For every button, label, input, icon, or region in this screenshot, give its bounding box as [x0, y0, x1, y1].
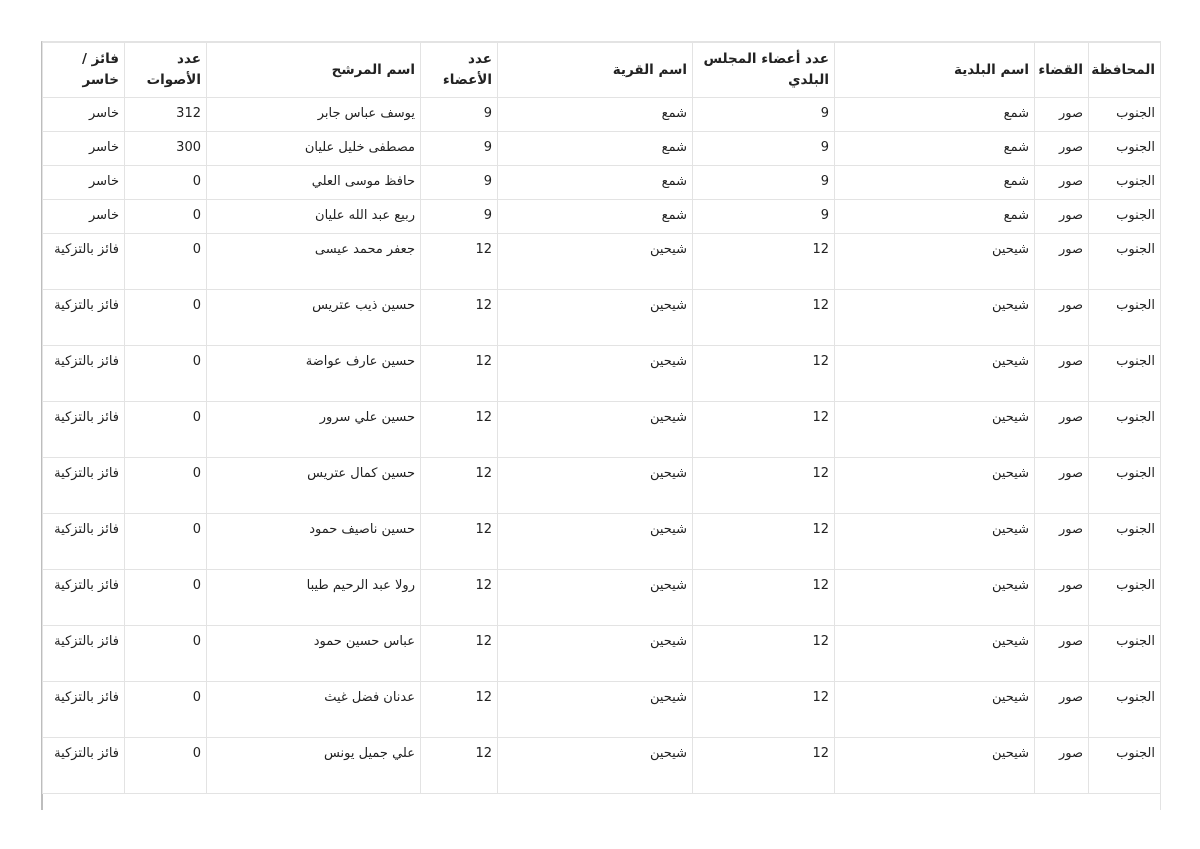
table-row — [43, 570, 1161, 626]
cell-council-members: 12 — [693, 626, 835, 682]
table-row — [43, 98, 1161, 132]
cell-council-members: 9 — [693, 166, 835, 200]
cell-members: 9 — [421, 166, 498, 200]
cell-votes: 0 — [125, 200, 207, 234]
cell-votes: 0 — [125, 290, 207, 346]
cell-district: صور — [1035, 346, 1089, 402]
header-votes: عدد الأصوات — [125, 43, 207, 98]
cell-members: 12 — [421, 346, 498, 402]
header-row — [43, 43, 1161, 98]
header-candidate: اسم المرشح — [207, 43, 421, 98]
cell-votes: 312 — [125, 98, 207, 132]
cell-members: 12 — [421, 234, 498, 290]
cell-candidate: يوسف عباس جابر — [207, 98, 421, 132]
cell-members: 9 — [421, 98, 498, 132]
table-row — [43, 234, 1161, 290]
cell-result: فائز بالتزكية — [43, 234, 125, 290]
cell-members: 12 — [421, 514, 498, 570]
cell-candidate: جعفر محمد عيسى — [207, 234, 421, 290]
cell-village: شيحين — [498, 738, 693, 794]
cell-municipality: شيحين — [835, 290, 1035, 346]
cell-council-members: 9 — [693, 132, 835, 166]
cell-district: صور — [1035, 738, 1089, 794]
cell-result: خاسر — [43, 132, 125, 166]
table-row — [43, 200, 1161, 234]
cell-votes: 300 — [125, 132, 207, 166]
cell-votes: 0 — [125, 346, 207, 402]
cell-members: 12 — [421, 570, 498, 626]
cell-result: فائز بالتزكية — [43, 626, 125, 682]
cell-votes: 0 — [125, 402, 207, 458]
cell-result: فائز بالتزكية — [43, 570, 125, 626]
cell-members: 12 — [421, 738, 498, 794]
cell-candidate: حسين علي سرور — [207, 402, 421, 458]
cell-governorate: الجنوب — [1089, 132, 1161, 166]
cell-district: صور — [1035, 570, 1089, 626]
cell-council-members: 12 — [693, 458, 835, 514]
cell-municipality: شيحين — [835, 570, 1035, 626]
cell-village: شيحين — [498, 682, 693, 738]
cell-candidate: رولا عبد الرحيم طيبا — [207, 570, 421, 626]
table-row — [43, 346, 1161, 402]
cell-village: شمع — [498, 166, 693, 200]
cell-municipality: شيحين — [835, 234, 1035, 290]
cell-district: صور — [1035, 132, 1089, 166]
cell-result: فائز بالتزكية — [43, 514, 125, 570]
cell-municipality: شيحين — [835, 458, 1035, 514]
cell-members: 12 — [421, 290, 498, 346]
cell-municipality: شيحين — [835, 346, 1035, 402]
cell-district: صور — [1035, 458, 1089, 514]
cell-members: 12 — [421, 682, 498, 738]
cell-municipality: شيحين — [835, 402, 1035, 458]
table-row — [43, 514, 1161, 570]
cell-result: فائز بالتزكية — [43, 682, 125, 738]
cell-district: صور — [1035, 290, 1089, 346]
cell-council-members: 9 — [693, 98, 835, 132]
cell-governorate: الجنوب — [1089, 626, 1161, 682]
cell-members: 12 — [421, 458, 498, 514]
cell-district: صور — [1035, 234, 1089, 290]
cell-district: صور — [1035, 166, 1089, 200]
cell-candidate: حسين عارف عواضة — [207, 346, 421, 402]
cell-municipality: شمع — [835, 200, 1035, 234]
cell-governorate: الجنوب — [1089, 458, 1161, 514]
cell-candidate: عدنان فضل غيث — [207, 682, 421, 738]
cell-result: فائز بالتزكية — [43, 346, 125, 402]
cell-village: شيحين — [498, 290, 693, 346]
cell-village: شيحين — [498, 234, 693, 290]
cell-village: شيحين — [498, 570, 693, 626]
cell-district: صور — [1035, 200, 1089, 234]
cell-council-members: 12 — [693, 346, 835, 402]
cell-council-members: 12 — [693, 514, 835, 570]
cell-governorate: الجنوب — [1089, 200, 1161, 234]
table-row — [43, 458, 1161, 514]
cell-votes: 0 — [125, 458, 207, 514]
cell-district: صور — [1035, 402, 1089, 458]
cell-members: 9 — [421, 132, 498, 166]
table-row — [43, 402, 1161, 458]
cell-members: 12 — [421, 402, 498, 458]
cell-council-members: 12 — [693, 290, 835, 346]
cell-votes: 0 — [125, 626, 207, 682]
cell-candidate: ربيع عبد الله عليان — [207, 200, 421, 234]
cell-governorate: الجنوب — [1089, 682, 1161, 738]
cell-council-members: 12 — [693, 234, 835, 290]
cell-members: 12 — [421, 626, 498, 682]
table-row — [43, 132, 1161, 166]
cell-district: صور — [1035, 626, 1089, 682]
cell-candidate: حسين ناصيف حمود — [207, 514, 421, 570]
header-council-members: عدد أعضاء المجلس البلدي — [693, 43, 835, 98]
cell-result: خاسر — [43, 200, 125, 234]
cell-district: صور — [1035, 682, 1089, 738]
cell-municipality: شيحين — [835, 738, 1035, 794]
header-governorate: المحافظة — [1089, 43, 1161, 98]
cell-council-members: 12 — [693, 570, 835, 626]
cell-votes: 0 — [125, 738, 207, 794]
cell-candidate: حافظ موسى العلي — [207, 166, 421, 200]
cell-village: شمع — [498, 98, 693, 132]
cell-result: فائز بالتزكية — [43, 738, 125, 794]
cell-council-members: 9 — [693, 200, 835, 234]
cell-municipality: شمع — [835, 132, 1035, 166]
cell-governorate: الجنوب — [1089, 346, 1161, 402]
cell-governorate: الجنوب — [1089, 738, 1161, 794]
cell-village: شيحين — [498, 458, 693, 514]
table-row — [43, 626, 1161, 682]
table-row — [43, 738, 1161, 794]
cell-municipality: شيحين — [835, 626, 1035, 682]
cell-governorate: الجنوب — [1089, 402, 1161, 458]
header-municipality: اسم البلدية — [835, 43, 1035, 98]
cell-district: صور — [1035, 98, 1089, 132]
cell-village: شيحين — [498, 626, 693, 682]
cell-governorate: الجنوب — [1089, 234, 1161, 290]
results-table — [42, 42, 1161, 794]
cell-result: فائز بالتزكية — [43, 458, 125, 514]
cell-result: خاسر — [43, 98, 125, 132]
table-row — [43, 166, 1161, 200]
cell-council-members: 12 — [693, 682, 835, 738]
cell-votes: 0 — [125, 514, 207, 570]
cell-governorate: الجنوب — [1089, 166, 1161, 200]
cell-candidate: علي جميل يونس — [207, 738, 421, 794]
cell-village: شمع — [498, 200, 693, 234]
cell-votes: 0 — [125, 166, 207, 200]
cell-municipality: شيحين — [835, 682, 1035, 738]
table-row — [43, 682, 1161, 738]
cell-governorate: الجنوب — [1089, 570, 1161, 626]
cell-municipality: شيحين — [835, 514, 1035, 570]
cell-village: شيحين — [498, 402, 693, 458]
cell-candidate: حسين كمال عتريس — [207, 458, 421, 514]
cell-votes: 0 — [125, 570, 207, 626]
cell-candidate: مصطفى خليل عليان — [207, 132, 421, 166]
cell-council-members: 12 — [693, 738, 835, 794]
cell-municipality: شمع — [835, 98, 1035, 132]
header-district: القضاء — [1035, 43, 1089, 98]
cell-governorate: الجنوب — [1089, 514, 1161, 570]
cell-village: شيحين — [498, 346, 693, 402]
cell-result: خاسر — [43, 166, 125, 200]
cell-village: شيحين — [498, 514, 693, 570]
cell-result: فائز بالتزكية — [43, 402, 125, 458]
cell-municipality: شمع — [835, 166, 1035, 200]
cell-village: شمع — [498, 132, 693, 166]
cell-members: 9 — [421, 200, 498, 234]
cell-governorate: الجنوب — [1089, 98, 1161, 132]
cell-result: فائز بالتزكية — [43, 290, 125, 346]
cell-council-members: 12 — [693, 402, 835, 458]
header-members: عدد الأعضاء — [421, 43, 498, 98]
cell-candidate: عباس حسين حمود — [207, 626, 421, 682]
cell-district: صور — [1035, 514, 1089, 570]
cell-votes: 0 — [125, 234, 207, 290]
header-result: فائز / خاسر — [43, 43, 125, 98]
cell-governorate: الجنوب — [1089, 290, 1161, 346]
cell-candidate: حسين ذيب عتريس — [207, 290, 421, 346]
header-village: اسم القرية — [498, 43, 693, 98]
cell-votes: 0 — [125, 682, 207, 738]
table-row — [43, 290, 1161, 346]
